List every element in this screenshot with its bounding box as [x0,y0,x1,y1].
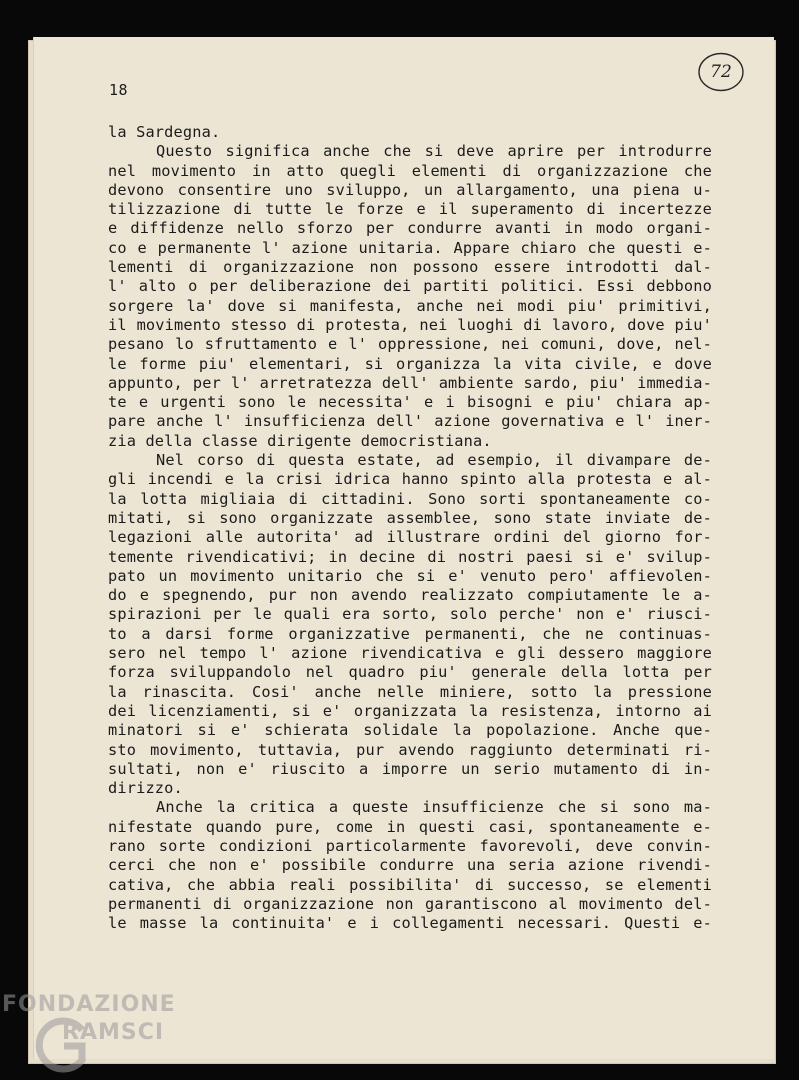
text-line: pare anche l' insufficienza dell' azione governativa e l' iner- [108,412,712,431]
text-line: sultati, non e' riuscito a imporre un serio mutamento di in- [108,759,712,778]
text-line: zia della classe dirigente democristiana. [108,431,492,450]
text-line: co e permanente l' azione unitaria. Appare chiaro che questi e- [108,238,712,257]
text-line: gli incendi e la crisi idrica hanno spinto alla protesta e al- [108,470,712,489]
watermark-line2: RAMSCI [62,1020,165,1045]
text-line: pesano lo sfruttamento e l' oppressione, nei comuni, dove, nel- [108,335,712,354]
body-text [108,123,712,933]
text-line: spirazioni per le quali era sorto, solo perche' non e' riusci- [108,605,712,624]
watermark-logo [2,992,202,1078]
archive-number: 72 [710,62,732,82]
text-line: do e spegnendo, pur non avendo realizzato compiutamente le a- [108,586,712,605]
text-line: nifestate quando pure, come in questi casi, spontaneamente e- [108,817,712,836]
text-line: sorgere la' dove si manifesta, anche nei modi piu' primitivi, [108,296,712,315]
watermark-line1: FONDAZIONE [2,992,176,1017]
text-line: Questo significa anche che si deve aprire per introdurre [156,142,712,161]
text-line: cativa, che abbia reali possibilita' di successo, se elementi [108,875,712,894]
text-line: la Sardegna. [108,123,221,141]
text-line: il movimento stesso di protesta, nei luoghi di lavoro, dove piu' [108,315,712,334]
text-line: mitati, si sono organizzate assemblee, sono state inviate de- [108,508,712,527]
text-line: forza sviluppandolo nel quadro piu' generale della lotta per [108,663,712,682]
text-line: minatori si e' schierata solidale la popolazione. Anche que- [108,721,712,740]
text-line: tilizzazione di tutte le forze e il superamento di incertezze [108,200,712,219]
text-line: te e urgenti sono le necessita' e i bisogni e piu' chiara ap- [108,393,712,412]
text-line: la lotta migliaia di cittadini. Sono sorti spontaneamente co- [108,489,712,508]
text-line: permanenti di organizzazione non garantiscono al movimento del- [108,894,712,913]
text-line: rano sorte condizioni particolarmente favorevoli, deve convin- [108,836,712,855]
text-line: la rinascita. Cosi' anche nelle miniere, sotto la pressione [108,682,712,701]
text-line: temente rivendicativi; in decine di nostri paesi si e' svilup- [108,547,712,566]
text-line: nel movimento in atto quegli elementi di organizzazione che [108,161,712,180]
text-line: lementi di organizzazione non possono essere introdotti dal- [108,258,712,277]
text-line: sto movimento, tuttavia, pur avendo raggiunto determinati ri- [108,740,712,759]
text-line: le masse la continuita' e i collegamenti necessari. Questi e- [108,914,712,933]
text-line: pato un movimento unitario che si e' venuto pero' affievolen- [108,566,712,585]
text-line: Anche la critica a queste insufficienze che si sono ma- [156,798,712,817]
text-line: appunto, per l' arretratezza dell' ambiente sardo, piu' immedia- [108,373,712,392]
text-line: dei licenziamenti, si e' organizzata la resistenza, intorno ai [108,701,712,720]
text-line: cerci che non e' possibile condurre una seria azione rivendi- [108,856,712,875]
text-line: l' alto o per deliberazione dei partiti politici. Essi debbono [108,277,712,296]
text-line: sero nel tempo l' azione rivendicativa e gli dessero maggiore [108,644,712,663]
text-line: dirizzo. [108,779,183,798]
page-number: 18 [109,81,129,99]
text-line: e diffidenze nello sforzo per condurre avanti in modo organi- [108,219,712,238]
text-line: to a darsi forme organizzative permanenti, che ne continuas- [108,624,712,643]
document-page [33,37,774,1059]
text-line: Nel corso di questa estate, ad esempio, il divampare de- [156,451,712,470]
archive-number-stamp [697,51,745,93]
text-line: le forme piu' elementari, si organizza la vita civile, e dove [108,354,712,373]
text-line: legazioni alle autorita' ad illustrare ordini del giorno for- [108,528,712,547]
text-line: devono consentire uno sviluppo, un allargamento, una piena u- [108,180,712,199]
